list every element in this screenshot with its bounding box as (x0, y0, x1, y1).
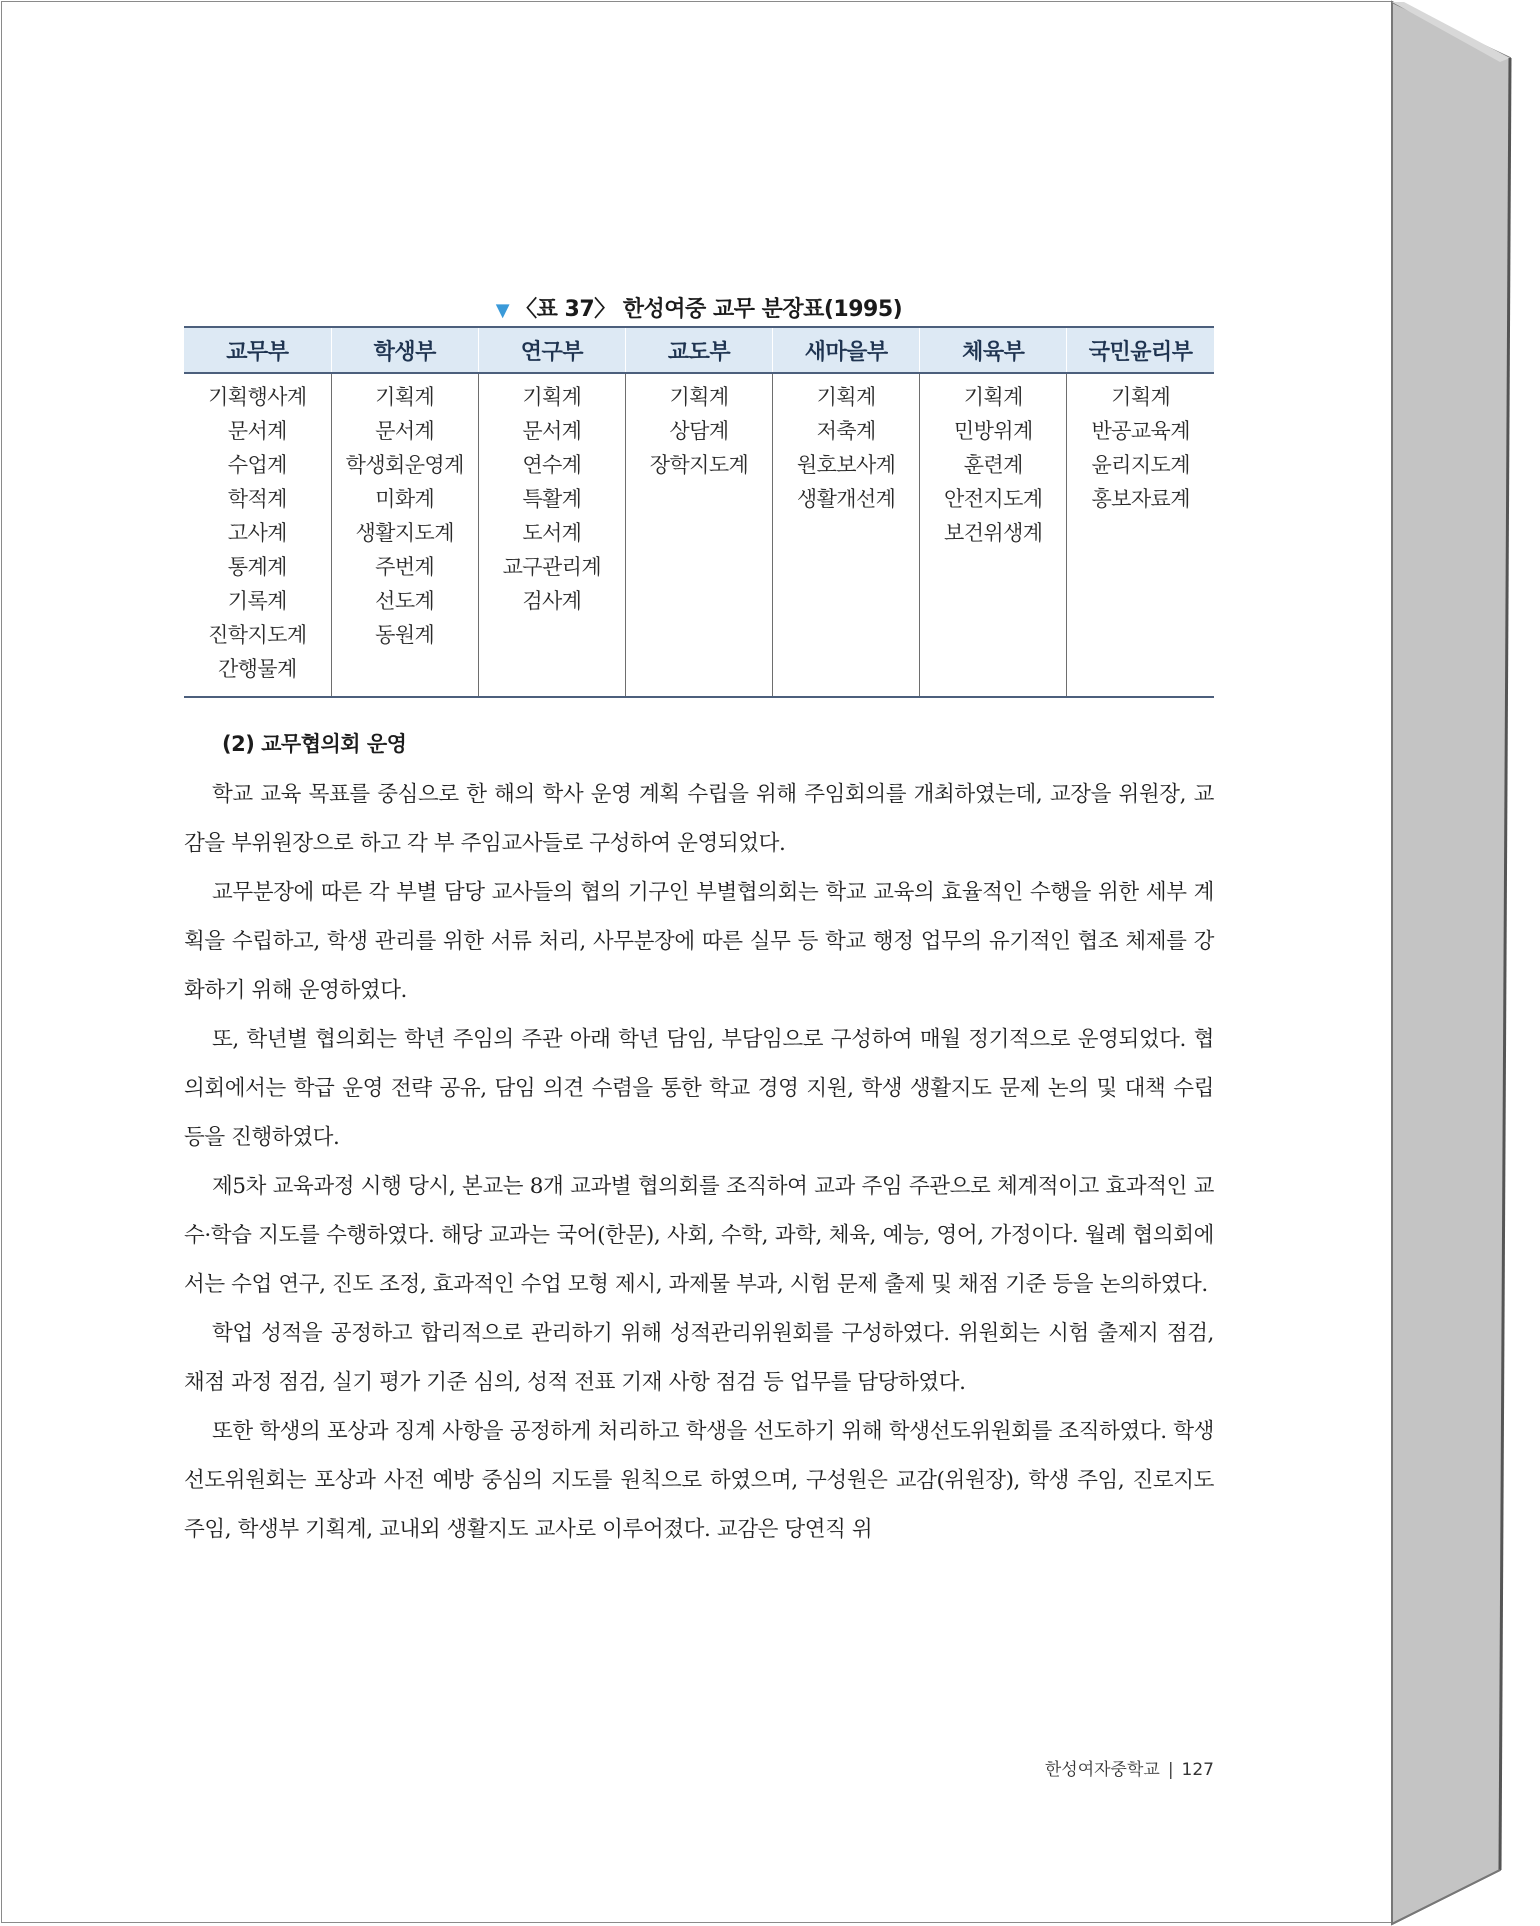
column-cell (478, 373, 625, 697)
column-cell (625, 373, 772, 697)
table-cell-item: 기획계 (1111, 385, 1171, 409)
column-cell (331, 373, 478, 697)
paragraph: 또한 학생의 포상과 징계 사항을 공정하게 처리하고 학생을 선도하기 위해 학생선도위원회를 조직하였다. 학생선도위원회는 포상과 사전 예방 중심의 지도를 원칙으로 하였으며, 구성원은 교감(위원장), 학생 주임, 진로지도 주임, 학생부 기획계, 교내외 생활지도 교사로 이루어졌다. 교감은 당연직 위 (184, 1419, 1214, 1542)
table-cell-item: 진학지도계 (208, 623, 307, 647)
table-body-row (184, 373, 1214, 697)
table-cell-item: 기획계 (816, 385, 876, 409)
column-cell (1067, 373, 1214, 697)
column-header: 연구부 (478, 327, 625, 373)
table-cell-item: 수업계 (227, 453, 287, 477)
table-cell-item: 문서계 (522, 419, 582, 443)
table-cell-item: 검사계 (522, 589, 582, 613)
column-header: 교무부 (184, 327, 331, 373)
column-header: 학생부 (331, 327, 478, 373)
table-cell-item: 민방위계 (953, 419, 1033, 443)
table-cell-item: 기획계 (522, 385, 582, 409)
table-cell-item: 반공교육계 (1091, 419, 1190, 443)
table-cell-item: 안전지도계 (944, 487, 1043, 511)
table-cell-item: 기획계 (375, 385, 435, 409)
table-cell-item: 교구관리계 (502, 555, 602, 579)
column-header: 국민윤리부 (1067, 327, 1214, 373)
body-text (184, 770, 1214, 1554)
paragraph: 학교 교육 목표를 중심으로 한 해의 학사 운영 계획 수립을 위해 주임회의를 개최하였는데, 교장을 위원장, 교감을 부위원장으로 하고 각 부 주임교사들로 구성하여 운영되었다. (184, 782, 1214, 856)
table-cell-item: 기획계 (669, 385, 729, 409)
table-header-row (184, 327, 1214, 373)
table-cell-item: 연수계 (522, 453, 582, 477)
table-cell-item: 문서계 (375, 419, 435, 443)
column-header: 체육부 (920, 327, 1067, 373)
table-cell-item: 도서계 (522, 521, 582, 545)
table-cell-item: 학적계 (227, 487, 287, 511)
table-cell-item: 간행물계 (217, 657, 297, 681)
table-cell-item: 특활계 (522, 487, 582, 511)
column-cell (773, 373, 920, 697)
table-cell-item: 생활지도계 (355, 521, 454, 545)
table-cell-item: 훈련계 (963, 453, 1023, 477)
table-cell-item: 통계계 (227, 555, 287, 579)
table-cell-item: 장학지도계 (649, 453, 749, 477)
table-cell-item: 원호보사계 (796, 453, 896, 477)
table-cell-item: 고사계 (227, 521, 287, 545)
column-header: 새마을부 (773, 327, 920, 373)
table-cell-item: 기획행사계 (208, 385, 307, 409)
table-cell-item: 동원계 (375, 623, 435, 647)
paragraph: 제5차 교육과정 시행 당시, 본교는 8개 교과별 협의회를 조직하여 교과 주임 주관으로 체계적이고 효과적인 교수·학습 지도를 수행하였다. 해당 교과는 국어(한문), 사회, 수학, 과학, 체육, 예능, 영어, 가정이다. 월례 협의회에서는 수업 연구, 진도 조정, 효과적인 수업 모형 제시, 과제물 부과, 시험 문제 출제 및 채점 기준 등을 논의하였다. (184, 1174, 1214, 1297)
table-cell-item: 문서계 (227, 419, 287, 443)
footer-separator: | (1167, 1760, 1174, 1780)
page-number: 127 (1181, 1760, 1214, 1780)
table-caption (184, 292, 1214, 323)
column-cell (184, 373, 331, 697)
paragraph: 또, 학년별 협의회는 학년 주임의 주관 아래 학년 담임, 부담임으로 구성하여 매월 정기적으로 운영되었다. 협의회에서는 학급 운영 전략 공유, 담임 의견 수렴을 통한 학교 경영 지원, 학생 생활지도 문제 논의 및 대책 수립 등을 진행하였다. (184, 1027, 1214, 1150)
page-footer (1045, 1755, 1214, 1780)
table-cell-item: 학생회운영계 (345, 453, 464, 477)
duty-assignment-table (184, 326, 1214, 698)
table-cell-item: 보건위생계 (944, 521, 1043, 545)
table-cell-item: 미화계 (375, 487, 435, 511)
paragraph: 학업 성적을 공정하고 합리적으로 관리하기 위해 성적관리위원회를 구성하였다. 위원회는 시험 출제지 점검, 채점 과정 점검, 실기 평가 기준 심의, 성적 전표 기재 사항 점검 등 업무를 담당하였다. (184, 1321, 1214, 1395)
section-heading: (2) 교무협의회 운영 (222, 732, 407, 756)
paragraph: 교무분장에 따른 각 부별 담당 교사들의 협의 기구인 부별협의회는 학교 교육의 효율적인 수행을 위한 세부 계획을 수립하고, 학생 관리를 위한 서류 처리, 사무분장에 따른 실무 등 학교 행정 업무의 유기적인 협조 체제를 강화하기 위해 운영하였다. (184, 880, 1214, 1003)
column-header: 교도부 (625, 327, 772, 373)
table-cell-item: 홍보자료계 (1091, 487, 1190, 511)
footer-school-name: 한성여자중학교 (1044, 1760, 1160, 1780)
caption-triangle-icon: ▼ (495, 300, 510, 321)
table-cell-item: 윤리지도계 (1091, 453, 1190, 477)
table-cell-item: 상담계 (669, 419, 729, 443)
table-cell-item: 선도계 (375, 589, 435, 613)
column-cell (920, 373, 1067, 697)
caption-text: 〈표 37〉 한성여중 교무 분장표(1995) (515, 297, 903, 322)
table-cell-item: 기획계 (963, 385, 1023, 409)
table-cell-item: 주번계 (375, 555, 435, 579)
table-cell-item: 저축계 (816, 419, 876, 443)
table-cell-item: 생활개선계 (796, 487, 896, 511)
table-cell-item: 기록계 (227, 589, 287, 613)
